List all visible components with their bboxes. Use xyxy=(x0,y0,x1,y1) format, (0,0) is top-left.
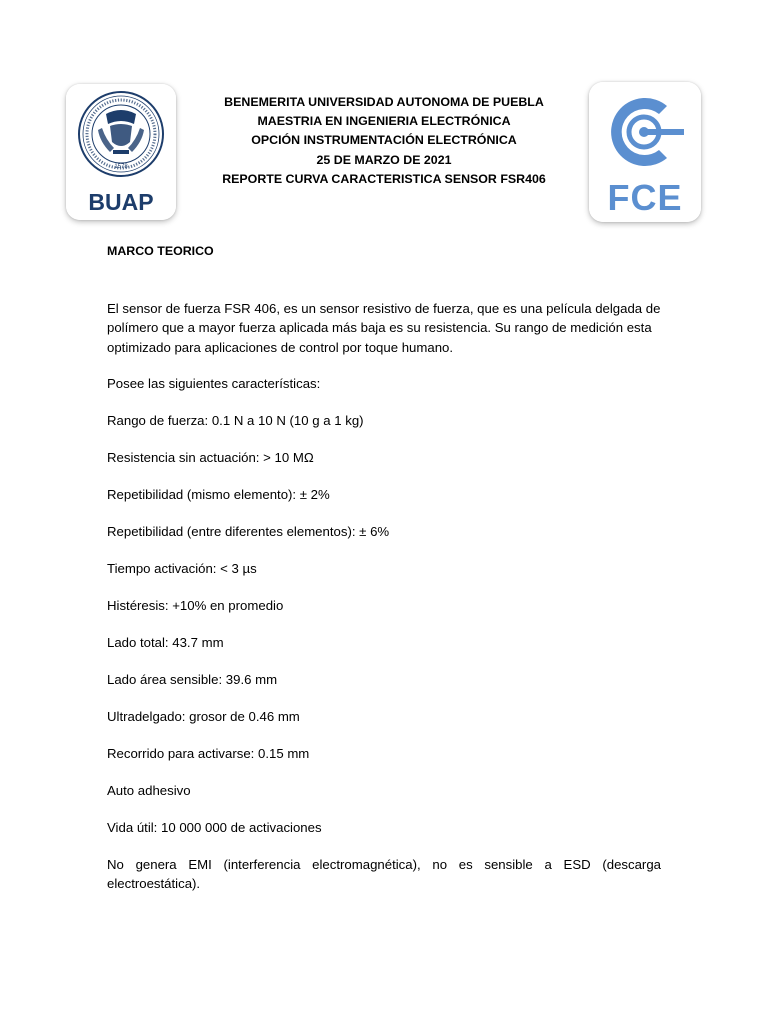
svg-text:FCE: FCE xyxy=(607,177,683,218)
feature-item: Auto adhesivo xyxy=(107,783,191,798)
feature-item: Histéresis: +10% en promedio xyxy=(107,598,284,613)
header-date: 25 DE MARZO DE 2021 xyxy=(316,152,452,167)
header-option: OPCIÓN INSTRUMENTACIÓN ELECTRÓNICA xyxy=(251,133,517,148)
intro-paragraph: El sensor de fuerza FSR 406, es un sensor resistivo de fuerza, que es una película delgada de polímero que a mayor fuerza aplicada más baja es su resistencia. Su rango de medición esta optimizado para aplicaciones de control por toque humano. xyxy=(107,301,661,355)
feature-item: Resistencia sin actuación: > 10 MΩ xyxy=(107,450,314,465)
document-header xyxy=(190,93,578,189)
buap-logo xyxy=(66,84,176,220)
feature-item: Repetibilidad (mismo elemento): ± 2% xyxy=(107,487,330,502)
svg-text:1578: 1578 xyxy=(114,164,128,170)
closing-paragraph: No genera EMI (interferencia electromagnética), no es sensible a ESD (descarga electroestática). xyxy=(107,857,661,892)
section-title: MARCO TEORICO xyxy=(107,244,214,258)
feature-item: Repetibilidad (entre diferentes elementos): ± 6% xyxy=(107,524,390,539)
feature-item: Rango de fuerza: 0.1 N a 10 N (10 g a 1 kg) xyxy=(107,413,364,428)
feature-item: Lado área sensible: 39.6 mm xyxy=(107,672,278,687)
feature-item: Lado total: 43.7 mm xyxy=(107,635,224,650)
feature-item: Vida útil: 10 000 000 de activaciones xyxy=(107,820,322,835)
header-university: BENEMERITA UNIVERSIDAD AUTONOMA DE PUEBLA xyxy=(224,95,544,109)
header-program: MAESTRIA EN INGENIERIA ELECTRÓNICA xyxy=(257,114,511,129)
feature-item: Tiempo activación: < 3 µs xyxy=(107,561,257,576)
feature-item: Ultradelgado: grosor de 0.46 mm xyxy=(107,709,300,724)
feature-item: Recorrido para activarse: 0.15 mm xyxy=(107,746,310,761)
fce-logo xyxy=(589,82,701,222)
fce-emblem-icon xyxy=(589,82,701,222)
buap-seal-icon xyxy=(66,84,176,220)
features-lead: Posee las siguientes características: xyxy=(107,376,321,391)
svg-text:BUAP: BUAP xyxy=(88,189,154,215)
header-report-title: REPORTE CURVA CARACTERISTICA SENSOR FSR406 xyxy=(222,171,546,186)
